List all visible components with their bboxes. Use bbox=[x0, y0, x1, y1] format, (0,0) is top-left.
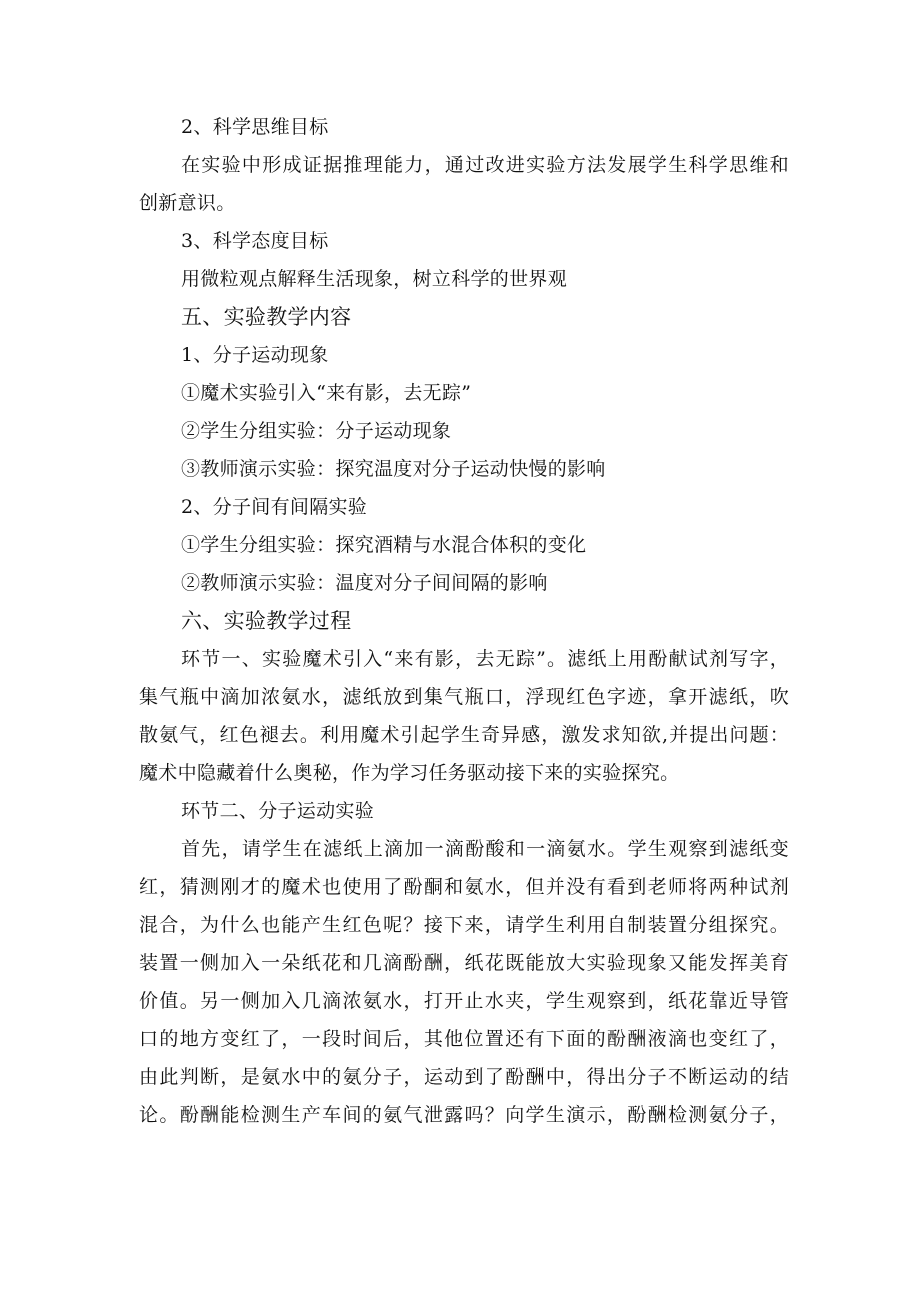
paragraph-line: 环节一、实验魔术引入“来有影，去无踪”。滤纸上用酚献试剂写字， bbox=[181, 648, 789, 670]
paragraph-line: 论。酚酬能检测生产车间的氨气泄露吗？向学生演示，酚酬检测氨分子， bbox=[139, 1104, 789, 1126]
subheading-science-thinking: 2、科学思维目标 bbox=[181, 116, 329, 138]
list-item: ②教师演示实验：温度对分子间间隔的影响 bbox=[181, 572, 548, 594]
paragraph-line: 集气瓶中滴加浓氨水，滤纸放到集气瓶口，浮现红色字迹，拿开滤纸，吹 bbox=[139, 686, 789, 708]
paragraph-line: 在实验中形成证据推理能力，通过改进实验方法发展学生科学思维和 bbox=[181, 154, 789, 176]
subheading-molecular-gap: 2、分子间有间隔实验 bbox=[181, 496, 368, 518]
paragraph-line: 价值。另一侧加入几滴浓氨水，打开止水夹，学生观察到，纸花靠近导管 bbox=[139, 990, 789, 1012]
subheading-step-two: 环节二、分子运动实验 bbox=[181, 800, 375, 822]
section-heading-process: 六、实验教学过程 bbox=[181, 609, 352, 633]
list-item: ①魔术实验引入“来有影，去无踪” bbox=[181, 382, 472, 404]
document-body bbox=[139, 108, 789, 1134]
list-item: ②学生分组实验：分子运动现象 bbox=[181, 420, 452, 442]
subheading-molecular-motion: 1、分子运动现象 bbox=[181, 344, 329, 366]
paragraph-line: 魔术中隐藏着什么奥秘，作为学习任务驱动接下来的实验探究。 bbox=[139, 762, 680, 784]
list-item: ③教师演示实验：探究温度对分子运动快慢的影响 bbox=[181, 458, 606, 480]
paragraph-line: 红，猜测刚才的魔术也使用了酚酮和氨水，但并没有看到老师将两种试剂 bbox=[139, 876, 789, 898]
section-heading-content: 五、实验教学内容 bbox=[181, 305, 352, 329]
paragraph-line: 创新意识。 bbox=[139, 192, 236, 214]
paragraph-line: 混合，为什么也能产生红色呢？接下来，请学生利用自制装置分组探究。 bbox=[139, 914, 789, 936]
paragraph-line: 装置一侧加入一朵纸花和几滴酚酬，纸花既能放大实验现象又能发挥美育 bbox=[139, 952, 789, 974]
paragraph-line: 用微粒观点解释生活现象，树立科学的世界观 bbox=[181, 268, 568, 290]
paragraph-line: 由此判断，是氨水中的氨分子，运动到了酚酬中，得出分子不断运动的结 bbox=[139, 1066, 789, 1088]
list-item: ①学生分组实验：探究酒精与水混合体积的变化 bbox=[181, 534, 587, 556]
paragraph-line: 口的地方变红了，一段时间后，其他位置还有下面的酚酬液滴也变红了， bbox=[139, 1028, 789, 1050]
paragraph-line: 首先，请学生在滤纸上滴加一滴酚酸和一滴氨水。学生观察到滤纸变 bbox=[181, 838, 789, 860]
paragraph-line: 散氨气，红色褪去。利用魔术引起学生奇异感，激发求知欲,并提出问题： bbox=[139, 724, 789, 746]
subheading-science-attitude: 3、科学态度目标 bbox=[181, 230, 329, 252]
